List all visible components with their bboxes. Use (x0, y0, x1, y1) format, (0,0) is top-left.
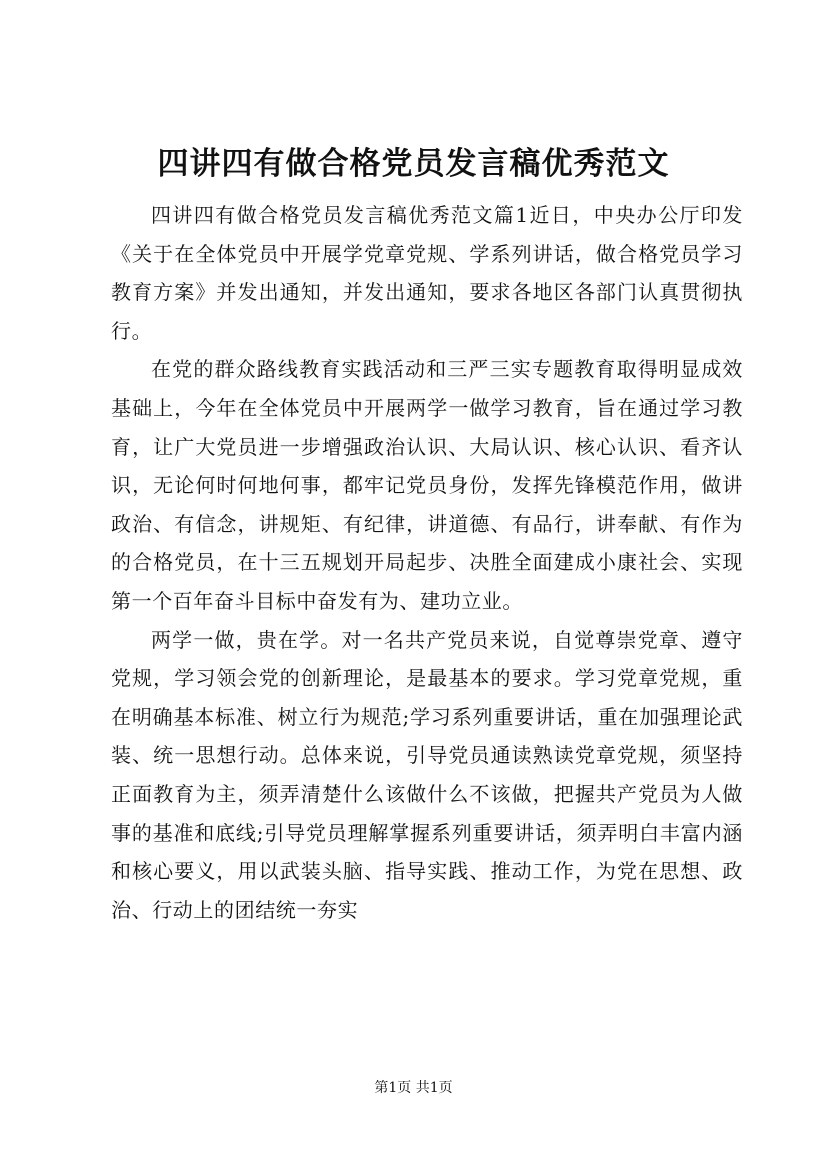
paragraph-2: 在党的群众路线教育实践活动和三严三实专题教育取得明显成效基础上，今年在全体党员中开展两学一做学习教育，旨在通过学习教育，让广大党员进一步增强政治认识、大局认识、核心认识、看齐认识，无论何时何地何事，都牢记党员身份，发挥先锋模范作用，做讲政治、有信念，讲规矩、有纪律，讲道德、有品行，讲奉献、有作为的合格党员，在十三五规划开局起步、决胜全面建成小康社会、实现第一个百年奋斗目标中奋发有为、建功立业。 (111, 357, 743, 613)
page-footer: 第1页 共1页 (374, 1080, 453, 1096)
paragraph-3: 两学一做，贵在学。对一名共产党员来说，自觉尊崇党章、遵守党规，学习领会党的创新理论，是最基本的要求。学习党章党规，重在明确基本标准、树立行为规范;学习系列重要讲话，重在加强理论武装、统一思想行动。总体来说，引导党员通读熟读党章党规，须坚持正面教育为主，须弄清楚什么该做什么不该做，把握共产党员为人做事的基准和底线;引导党员理解掌握系列重要讲话，须弄明白丰富内涵和核心要义，用以武装头脑、指导实践、推动工作，为党在思想、政治、行动上的团结统一夯实 (111, 627, 743, 922)
document-body (111, 196, 743, 929)
document-title: 四讲四有做合格党员发言稿优秀范文 (157, 146, 670, 182)
paragraph-1: 四讲四有做合格党员发言稿优秀范文篇1近日，中央办公厅印发《关于在全体党员中开展学党章党规、学系列讲话，做合格党员学习教育方案》并发出通知，并发出通知，要求各地区各部门认真贯彻执行。 (111, 203, 743, 343)
